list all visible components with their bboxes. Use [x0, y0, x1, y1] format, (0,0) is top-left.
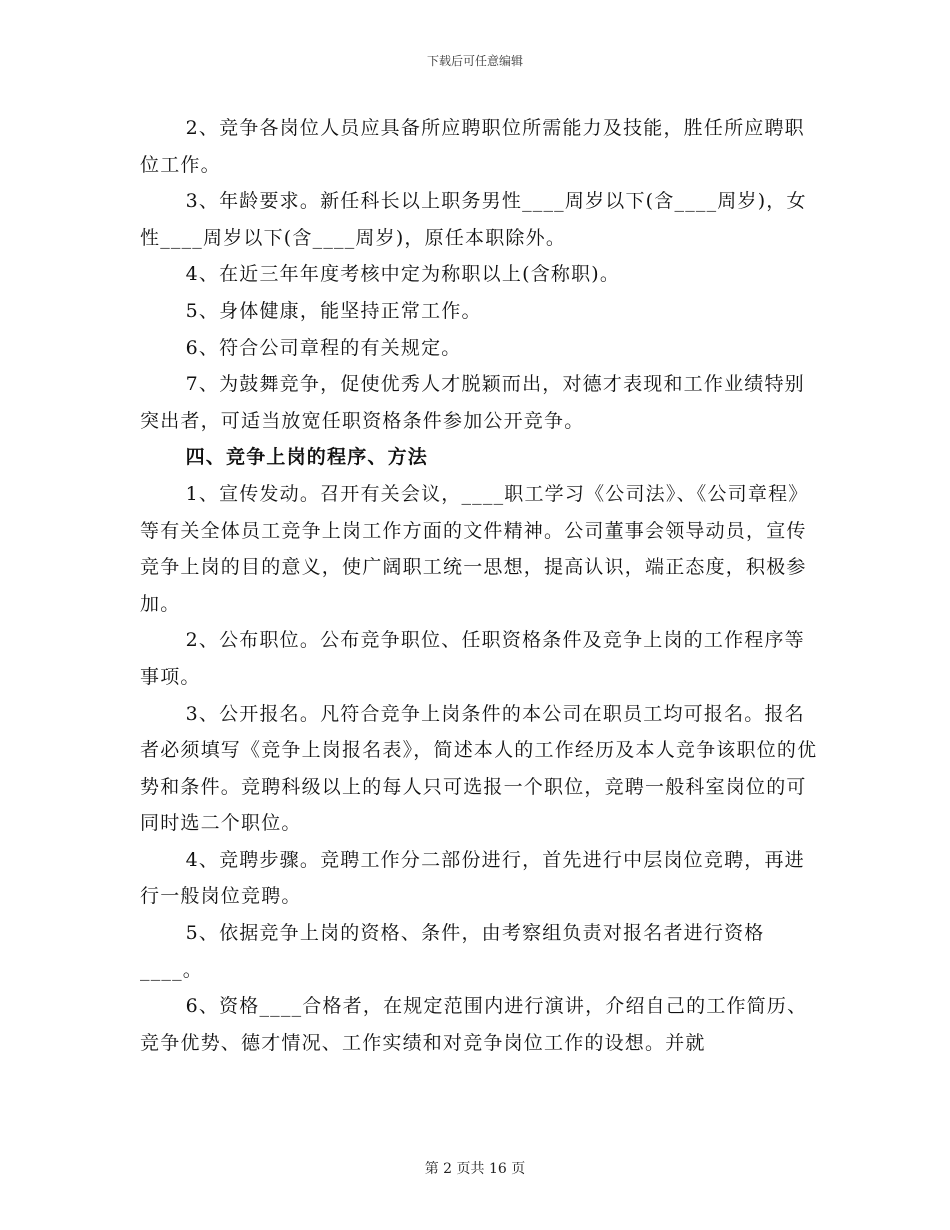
- paragraph-requirement-6: 6、符合公司章程的有关规定。: [185, 336, 462, 359]
- document-body: [140, 110, 820, 1061]
- paragraph-requirement-3: 3、年龄要求。新任科长以上职务男性____周岁以下(含____周岁)，女性____周岁以下(含____周岁)，原任本职除外。: [140, 190, 807, 249]
- paragraph-procedure-5: 5、依据竞争上岗的资格、条件，由考察组负责对报名者进行资格____。: [140, 922, 765, 981]
- paragraph-procedure-4: 4、竞聘步骤。竞聘工作分二部份进行，首先进行中层岗位竞聘，再进行一般岗位竞聘。: [140, 848, 805, 908]
- paragraph-requirement-5: 5、身体健康，能坚持正常工作。: [185, 299, 482, 322]
- paragraph-requirement-7: 7、为鼓舞竞争，促使优秀人才脱颖而出，对德才表现和工作业绩特别突出者，可适当放宽任职资格条件参加公开竞争。: [140, 373, 805, 432]
- page-header: 下载后可任意编辑: [426, 54, 523, 68]
- section-heading: 四、竞争上岗的程序、方法: [185, 446, 428, 469]
- paragraph-procedure-2: 2、公布职位。公布竞争职位、任职资格条件及竞争上岗的工作程序等事项。: [140, 629, 805, 688]
- paragraph-procedure-3: 3、公开报名。凡符合竞争上岗条件的本公司在职员工均可报名。报名者必须填写《竞争上岗报名表》，简述本人的工作经历及本人竞争该职位的优势和条件。竞聘科级以上的每人只可选报一个职位，竞聘一般科室岗位的可同时选二个职位。: [140, 702, 818, 835]
- paragraph-procedure-6: 6、资格____合格者，在规定范围内进行演讲，介绍自己的工作简历、竞争优势、德才情况、工作实绩和对竞争岗位工作的设想。并就: [140, 995, 808, 1054]
- paragraph-requirement-2: 2、竞争各岗位人员应具备所应聘职位所需能力及技能，胜任所应聘职位工作。: [140, 117, 805, 176]
- paragraph-requirement-4: 4、在近三年年度考核中定为称职以上(含称职)。: [185, 263, 621, 286]
- page-footer: 第 2 页共 16 页: [424, 1161, 526, 1177]
- paragraph-procedure-1: 1、宣传发动。召开有关会议，____职工学习《公司法》、《公司章程》等有关全体员工竞争上岗工作方面的文件精神。公司董事会领导动员，宣传竞争上岗的目的意义，使广阔职工统一思想，提高认识，端正态度，积极参加。: [140, 482, 809, 615]
